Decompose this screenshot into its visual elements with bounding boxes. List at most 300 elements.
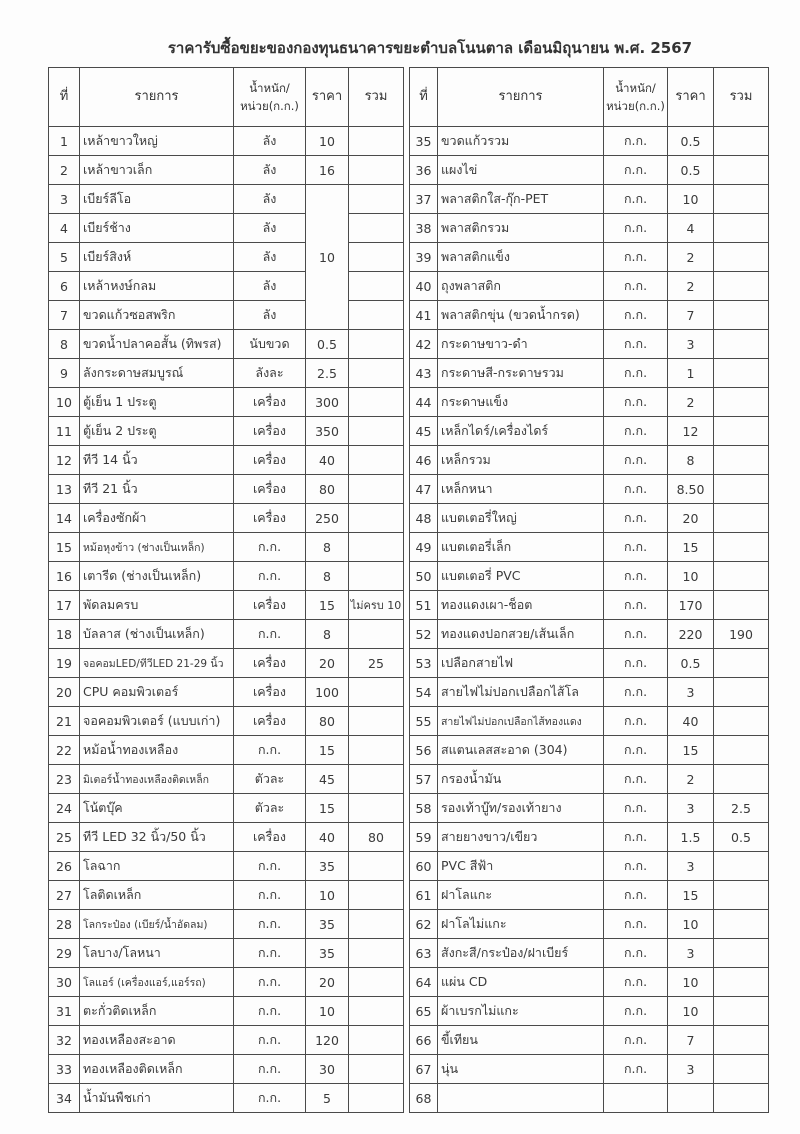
table-row	[49, 620, 404, 649]
row-total	[714, 330, 769, 359]
row-unit: ตัวละ	[234, 794, 306, 823]
row-total	[714, 214, 769, 243]
table-row	[49, 475, 404, 504]
row-unit: ก.ก.	[604, 359, 668, 388]
header-price: ราคา	[668, 68, 714, 127]
row-price: 15	[668, 881, 714, 910]
table-row	[49, 852, 404, 881]
row-price	[668, 1084, 714, 1113]
row-total	[349, 794, 404, 823]
row-price: 8	[668, 446, 714, 475]
row-unit: ก.ก.	[604, 475, 668, 504]
row-number: 33	[49, 1055, 80, 1084]
row-price: 2	[668, 765, 714, 794]
row-number: 11	[49, 417, 80, 446]
row-unit: ก.ก.	[604, 301, 668, 330]
row-total	[714, 533, 769, 562]
row-total	[349, 678, 404, 707]
row-total	[349, 127, 404, 156]
row-total	[349, 852, 404, 881]
row-item: ทองแดงปอกสวย/เส้นเล็ก	[438, 620, 604, 649]
table-row	[410, 156, 769, 185]
row-total	[349, 939, 404, 968]
row-price: 15	[306, 736, 349, 765]
row-number: 2	[49, 156, 80, 185]
table-row	[410, 707, 769, 736]
row-unit: ก.ก.	[604, 330, 668, 359]
row-number: 1	[49, 127, 80, 156]
row-unit: เครื่อง	[234, 388, 306, 417]
table-row	[410, 649, 769, 678]
row-item: แผงไข่	[438, 156, 604, 185]
table-row	[410, 562, 769, 591]
row-item: เตารีด (ช่างเป็นเหล็ก)	[80, 562, 234, 591]
row-number: 28	[49, 910, 80, 939]
table-row	[49, 910, 404, 939]
row-unit: ลัง	[234, 127, 306, 156]
row-total	[714, 591, 769, 620]
row-unit: ลัง	[234, 214, 306, 243]
table-row	[49, 707, 404, 736]
row-item: ถุงพลาสติก	[438, 272, 604, 301]
row-price: 16	[306, 156, 349, 185]
row-unit: ลัง	[234, 156, 306, 185]
row-unit: ก.ก.	[604, 823, 668, 852]
row-item: เครื่องซักผ้า	[80, 504, 234, 533]
row-unit: ก.ก.	[234, 533, 306, 562]
row-total	[349, 388, 404, 417]
row-number: 16	[49, 562, 80, 591]
row-price: 300	[306, 388, 349, 417]
row-item: โลบาง/โลหนา	[80, 939, 234, 968]
table-row	[49, 649, 404, 678]
table-row	[410, 1026, 769, 1055]
table-row	[49, 214, 404, 243]
row-unit: ก.ก.	[604, 1055, 668, 1084]
row-price: 1	[668, 359, 714, 388]
row-total	[714, 504, 769, 533]
table-row	[49, 794, 404, 823]
table-row	[410, 330, 769, 359]
row-unit: เครื่อง	[234, 678, 306, 707]
table-row	[410, 1055, 769, 1084]
row-number: 56	[410, 736, 438, 765]
row-item: น้ำมันพืชเก่า	[80, 1084, 234, 1113]
row-total	[349, 1055, 404, 1084]
row-unit: เครื่อง	[234, 504, 306, 533]
row-item: เหล้าขาวใหญ่	[80, 127, 234, 156]
row-price: 0.5	[668, 649, 714, 678]
row-number: 30	[49, 968, 80, 997]
row-price: 35	[306, 939, 349, 968]
table-row	[410, 591, 769, 620]
row-price: 0.5	[306, 330, 349, 359]
table-row	[410, 736, 769, 765]
row-number: 9	[49, 359, 80, 388]
row-total	[714, 649, 769, 678]
row-item: ขี้เทียน	[438, 1026, 604, 1055]
row-unit: เครื่อง	[234, 446, 306, 475]
row-price: 170	[668, 591, 714, 620]
row-total	[714, 1055, 769, 1084]
row-price: 10	[668, 185, 714, 214]
row-item: นุ่น	[438, 1055, 604, 1084]
row-item: เหล็กไดร์/เครื่องไดร์	[438, 417, 604, 446]
row-unit: ก.ก.	[234, 852, 306, 881]
table-row	[410, 388, 769, 417]
row-total	[349, 533, 404, 562]
row-price: 80	[306, 475, 349, 504]
row-total	[349, 910, 404, 939]
row-unit: ก.ก.	[604, 417, 668, 446]
table-row	[410, 939, 769, 968]
row-unit: ก.ก.	[604, 649, 668, 678]
row-unit: ก.ก.	[604, 678, 668, 707]
header-unit-line1: น้ำหนัก/	[615, 80, 656, 95]
row-price: 20	[306, 649, 349, 678]
row-item: ฝาโลแกะ	[438, 881, 604, 910]
row-number: 13	[49, 475, 80, 504]
table-row	[410, 678, 769, 707]
row-unit: ก.ก.	[604, 765, 668, 794]
row-total	[349, 243, 404, 272]
row-total	[714, 997, 769, 1026]
row-unit: ก.ก.	[604, 243, 668, 272]
table-row	[49, 881, 404, 910]
row-price: 15	[306, 794, 349, 823]
row-item: หม้อน้ำทองเหลือง	[80, 736, 234, 765]
table-row	[410, 214, 769, 243]
row-number: 51	[410, 591, 438, 620]
row-item: ฝาโลไม่แกะ	[438, 910, 604, 939]
row-number: 68	[410, 1084, 438, 1113]
row-unit: เครื่อง	[234, 823, 306, 852]
table-row	[49, 997, 404, 1026]
row-number: 35	[410, 127, 438, 156]
row-unit: ก.ก.	[234, 562, 306, 591]
row-number: 63	[410, 939, 438, 968]
row-total	[349, 185, 404, 214]
table-row	[49, 417, 404, 446]
table-row	[410, 881, 769, 910]
row-number: 18	[49, 620, 80, 649]
row-price: 20	[668, 504, 714, 533]
row-unit: ก.ก.	[234, 939, 306, 968]
row-number: 61	[410, 881, 438, 910]
row-price: 0.5	[668, 156, 714, 185]
header-no: ที่	[49, 68, 80, 127]
row-unit: เครื่อง	[234, 649, 306, 678]
row-total	[349, 736, 404, 765]
row-item: เปลือกสายไฟ	[438, 649, 604, 678]
table-row	[410, 968, 769, 997]
table-row	[410, 127, 769, 156]
row-number: 40	[410, 272, 438, 301]
row-item: แบตเตอรี่เล็ก	[438, 533, 604, 562]
row-item: ขวดน้ำปลาคอสั้น (ทิพรส)	[80, 330, 234, 359]
table-row	[49, 1055, 404, 1084]
row-item: ตะกั่วติดเหล็ก	[80, 997, 234, 1026]
table-row	[410, 243, 769, 272]
row-price: 3	[668, 678, 714, 707]
header-total: รวม	[714, 68, 769, 127]
table-row	[410, 185, 769, 214]
row-unit: นับขวด	[234, 330, 306, 359]
table-header-row	[49, 68, 404, 127]
row-number: 38	[410, 214, 438, 243]
row-total	[714, 301, 769, 330]
row-unit: ก.ก.	[604, 185, 668, 214]
row-price: 250	[306, 504, 349, 533]
row-total	[349, 620, 404, 649]
row-number: 10	[49, 388, 80, 417]
row-item: จอคอมพิวเตอร์ (แบบเก่า)	[80, 707, 234, 736]
row-unit: ก.ก.	[234, 968, 306, 997]
row-number: 48	[410, 504, 438, 533]
row-item: กระดาษแข็ง	[438, 388, 604, 417]
row-unit: ก.ก.	[234, 910, 306, 939]
row-item: ขวดแก้วซอสพริก	[80, 301, 234, 330]
table-row	[410, 475, 769, 504]
row-total	[714, 881, 769, 910]
table-row	[49, 1026, 404, 1055]
row-item: สายยางขาว/เขียว	[438, 823, 604, 852]
row-price: 2.5	[306, 359, 349, 388]
row-item: กระดาษสี-กระดาษรวม	[438, 359, 604, 388]
row-unit	[604, 1084, 668, 1113]
row-item: เหล็กหนา	[438, 475, 604, 504]
row-total	[714, 272, 769, 301]
row-unit: ก.ก.	[234, 881, 306, 910]
row-unit: ก.ก.	[604, 794, 668, 823]
row-price: 2	[668, 272, 714, 301]
row-unit: ลังละ	[234, 359, 306, 388]
row-number: 44	[410, 388, 438, 417]
table-row	[49, 301, 404, 330]
row-total: 0.5	[714, 823, 769, 852]
header-item: รายการ	[438, 68, 604, 127]
row-unit: เครื่อง	[234, 475, 306, 504]
row-unit: ก.ก.	[604, 533, 668, 562]
row-unit: ก.ก.	[604, 272, 668, 301]
row-price: 12	[668, 417, 714, 446]
row-number: 52	[410, 620, 438, 649]
row-price: 40	[306, 446, 349, 475]
row-number: 22	[49, 736, 80, 765]
row-price: 350	[306, 417, 349, 446]
row-item: เบียร์ช้าง	[80, 214, 234, 243]
row-price: 15	[668, 533, 714, 562]
row-number: 36	[410, 156, 438, 185]
row-price: 5	[306, 1084, 349, 1113]
row-item: ขวดแก้วรวม	[438, 127, 604, 156]
row-number: 29	[49, 939, 80, 968]
row-price: 10	[668, 562, 714, 591]
row-number: 3	[49, 185, 80, 214]
row-item: เบียร์ลีโอ	[80, 185, 234, 214]
row-item: โน้ตบุ๊ค	[80, 794, 234, 823]
row-price: 3	[668, 330, 714, 359]
row-price: 80	[306, 707, 349, 736]
row-item: สแตนเลสสะอาด (304)	[438, 736, 604, 765]
row-total	[349, 214, 404, 243]
row-number: 25	[49, 823, 80, 852]
row-number: 4	[49, 214, 80, 243]
table-row	[49, 446, 404, 475]
row-item: ทองเหลืองสะอาด	[80, 1026, 234, 1055]
row-item: PVC สีฟ้า	[438, 852, 604, 881]
row-price: 3	[668, 939, 714, 968]
table-row	[410, 272, 769, 301]
row-total: 2.5	[714, 794, 769, 823]
header-unit	[604, 68, 668, 127]
row-total	[349, 707, 404, 736]
row-price: 2	[668, 388, 714, 417]
header-unit-line2: หน่วย(ก.ก.)	[240, 99, 299, 113]
row-unit: ตัวละ	[234, 765, 306, 794]
row-number: 34	[49, 1084, 80, 1113]
row-price: 7	[668, 301, 714, 330]
row-unit: ก.ก.	[604, 388, 668, 417]
row-unit: ก.ก.	[604, 997, 668, 1026]
row-unit: ก.ก.	[604, 214, 668, 243]
row-total	[714, 765, 769, 794]
row-number: 12	[49, 446, 80, 475]
row-number: 46	[410, 446, 438, 475]
row-price: 8.50	[668, 475, 714, 504]
table-row	[410, 620, 769, 649]
row-unit: ก.ก.	[604, 968, 668, 997]
row-number: 32	[49, 1026, 80, 1055]
header-total: รวม	[349, 68, 404, 127]
row-total	[714, 707, 769, 736]
row-total	[714, 736, 769, 765]
row-total	[349, 272, 404, 301]
row-item: โลกระป๋อง (เบียร์/น้ำอัดลม)	[80, 910, 234, 939]
row-item: ผ้าเบรกไม่แกะ	[438, 997, 604, 1026]
row-price: 10	[306, 127, 349, 156]
row-total	[714, 475, 769, 504]
row-total	[714, 127, 769, 156]
row-item: แผ่น CD	[438, 968, 604, 997]
table-row	[49, 330, 404, 359]
table-row	[410, 997, 769, 1026]
table-row	[410, 301, 769, 330]
row-item: เหล้าขาวเล็ก	[80, 156, 234, 185]
row-number: 31	[49, 997, 80, 1026]
row-unit: ก.ก.	[604, 562, 668, 591]
row-item: กระดาษขาว-ดำ	[438, 330, 604, 359]
row-price: 3	[668, 852, 714, 881]
row-total: ไม่ครบ 10	[349, 591, 404, 620]
row-unit: ก.ก.	[604, 939, 668, 968]
row-item: โลติดเหล็ก	[80, 881, 234, 910]
table-row	[49, 127, 404, 156]
row-item: เบียร์สิงห์	[80, 243, 234, 272]
row-number: 49	[410, 533, 438, 562]
row-unit: ก.ก.	[234, 997, 306, 1026]
row-price: 220	[668, 620, 714, 649]
row-number: 54	[410, 678, 438, 707]
row-unit: ก.ก.	[234, 736, 306, 765]
row-total: 190	[714, 620, 769, 649]
row-total	[714, 185, 769, 214]
row-item: ทองเหลืองติดเหล็ก	[80, 1055, 234, 1084]
row-item: มิเตอร์น้ำทองเหลืองติดเหล็ก	[80, 765, 234, 794]
row-item: ทองแดงเผา-ช็อต	[438, 591, 604, 620]
row-price: 8	[306, 562, 349, 591]
row-number: 14	[49, 504, 80, 533]
row-total	[349, 881, 404, 910]
row-item: โลฉาก	[80, 852, 234, 881]
row-number: 67	[410, 1055, 438, 1084]
row-total	[714, 156, 769, 185]
table-row	[410, 852, 769, 881]
table-row	[410, 359, 769, 388]
document-title: ราคารับซื้อขยะของกองทุนธนาคารขยะตำบลโนนตาล เดือนมิถุนายน พ.ศ. 2567	[167, 39, 693, 57]
table-row	[49, 823, 404, 852]
row-total	[349, 417, 404, 446]
row-number: 23	[49, 765, 80, 794]
table-row	[49, 156, 404, 185]
row-number: 17	[49, 591, 80, 620]
row-item: ทีวี 21 นิ้ว	[80, 475, 234, 504]
row-number: 62	[410, 910, 438, 939]
row-total	[349, 1084, 404, 1113]
row-total	[349, 765, 404, 794]
row-item: รองเท้าบู๊ท/รองเท้ายาง	[438, 794, 604, 823]
row-number: 59	[410, 823, 438, 852]
row-unit: ก.ก.	[234, 1084, 306, 1113]
table-row	[49, 185, 404, 214]
row-total: 80	[349, 823, 404, 852]
row-item: ตู้เย็น 1 ประตู	[80, 388, 234, 417]
row-price: 3	[668, 1055, 714, 1084]
row-item	[438, 1084, 604, 1113]
row-number: 21	[49, 707, 80, 736]
row-number: 57	[410, 765, 438, 794]
row-unit: ลัง	[234, 185, 306, 214]
row-item: ตู้เย็น 2 ประตู	[80, 417, 234, 446]
row-total	[714, 852, 769, 881]
row-price: 1.5	[668, 823, 714, 852]
row-price: 10	[668, 997, 714, 1026]
row-price: 4	[668, 214, 714, 243]
row-item: บัลลาส (ช่างเป็นเหล็ก)	[80, 620, 234, 649]
table-row	[410, 765, 769, 794]
row-item: ทีวี LED 32 นิ้ว/50 นิ้ว	[80, 823, 234, 852]
table-row	[410, 910, 769, 939]
row-item: จอคอมLED/ทีวีLED 21-29 นิ้ว	[80, 649, 234, 678]
row-unit: ก.ก.	[604, 910, 668, 939]
row-unit: ก.ก.	[604, 156, 668, 185]
row-number: 42	[410, 330, 438, 359]
row-item: เหล็กรวม	[438, 446, 604, 475]
row-item: พลาสติกรวม	[438, 214, 604, 243]
row-price: 10	[668, 968, 714, 997]
row-total	[714, 678, 769, 707]
row-number: 37	[410, 185, 438, 214]
row-number: 15	[49, 533, 80, 562]
row-number: 27	[49, 881, 80, 910]
row-item: พลาสติกขุ่น (ขวดน้ำกรด)	[438, 301, 604, 330]
row-total	[714, 243, 769, 272]
row-price: 0.5	[668, 127, 714, 156]
table-row	[49, 272, 404, 301]
row-price: 10	[306, 997, 349, 1026]
header-price: ราคา	[306, 68, 349, 127]
table-row	[410, 504, 769, 533]
